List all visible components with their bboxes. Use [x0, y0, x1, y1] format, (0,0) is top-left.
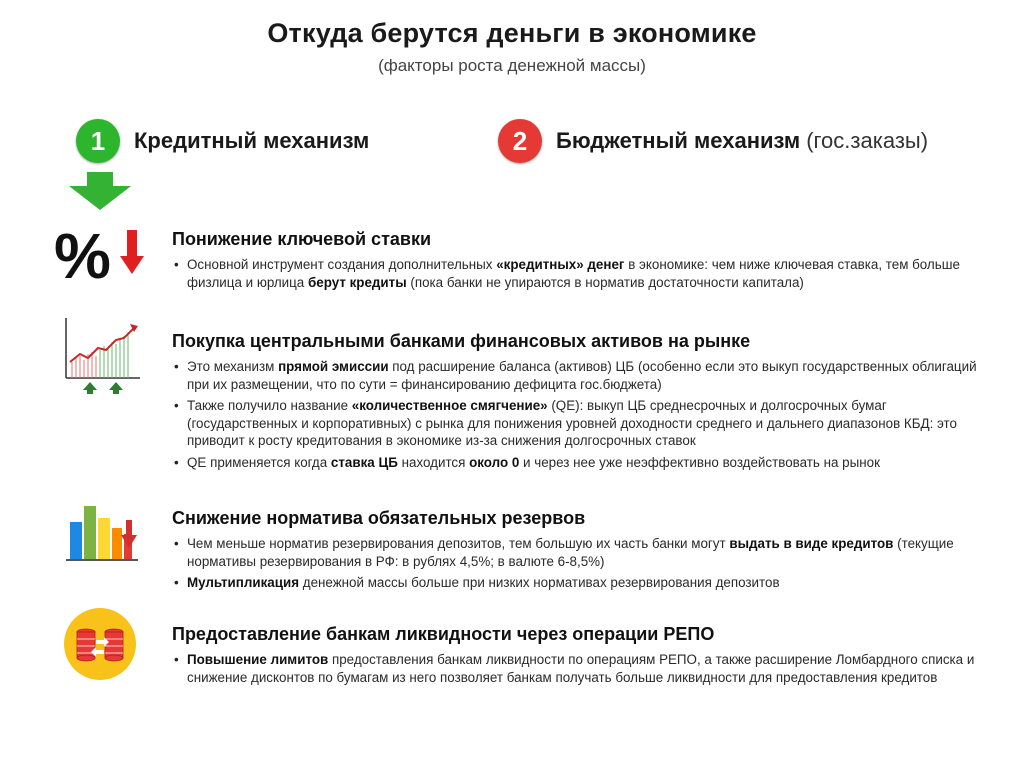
mechanism-label: Бюджетный механизм [556, 128, 801, 153]
coins-exchange-icon [62, 606, 138, 682]
mechanism-label: Кредитный механизм [134, 128, 370, 153]
number-badge-1: 1 [76, 119, 120, 163]
bullet-bold-text: выдать в виде кредитов [729, 536, 894, 551]
bullet-item [172, 651, 992, 686]
bullet-item [172, 358, 992, 393]
section-title: Предоставление банкам ликвидности через операции РЕПО [172, 624, 715, 644]
bullet-text: (QE): выкуп ЦБ среднесрочных и долгосрочных бумаг (государственных и корпоративных) с рынка для понижения уровней доходности среднего и дальнего диапазонов КБД: это приводит к росту кредитования в экономике из-за снижения долгосрочных ставок [187, 398, 957, 448]
growth-chart-icon [60, 316, 142, 394]
page-subtitle: (факторы роста денежной массы) [378, 56, 646, 75]
section-reserve-ratio [172, 508, 992, 596]
section-title: Покупка центральными банками финансовых активов на рынке [172, 331, 751, 351]
bullet-text: и через нее уже неэффективно воздействовать на рынок [519, 454, 880, 470]
number-badge-2: 2 [498, 119, 542, 163]
bullet-bold-text: прямой эмиссии [278, 359, 389, 374]
page-title: Откуда берутся деньги в экономике [267, 18, 757, 48]
section-title: Снижение норматива обязательных резервов [172, 508, 586, 528]
down-arrow-icon [67, 172, 133, 212]
mechanism-note: (гос.заказы) [806, 128, 929, 153]
percent-down-icon [54, 222, 150, 284]
bullet-text: в экономике: чем ниже ключевая ставка, тем больше физлица и юрлица [187, 257, 960, 290]
bullet-text: Также получило название [187, 398, 352, 413]
bullet-bold-text: Мультипликация [187, 575, 300, 590]
bullet-bold-text: «кредитных» денег [496, 257, 625, 272]
bullet-text: QE применяется когда [187, 454, 331, 470]
mechanism-budget [498, 117, 928, 165]
bullet-item [172, 574, 992, 592]
mechanism-credit [76, 117, 369, 165]
bullet-text: (пока банки не упираются в норматив достаточности капитала) [406, 274, 804, 290]
section-repo [172, 624, 992, 690]
svg-text:%: % [54, 222, 111, 284]
bullet-text: денежной массы больше при низких нормативах резервирования депозитов [299, 575, 780, 590]
bullet-text: предоставления банкам ликвидности по операциям РЕПО, а также расширение Ломбардного списка и снижение дисконтов по бумагам из него позволяет банкам получать больше ликвидности для предоставления кредитов [187, 652, 975, 685]
section-title: Понижение ключевой ставки [172, 229, 432, 249]
bullet-text: находится [397, 454, 470, 470]
bullet-item [172, 397, 992, 450]
bullet-item [172, 454, 992, 472]
bullet-text: Это механизм [187, 359, 279, 374]
bullet-item [172, 535, 992, 570]
bullet-bold-text: Повышение лимитов [187, 652, 329, 667]
bullet-bold-text: около 0 [469, 454, 520, 470]
bullet-text: под расширение баланса (активов) ЦБ (особенно если это выкуп государственных облигаций при их размещении, что по сути = финансированию дефицита гос.бюджета) [187, 359, 977, 392]
section-asset-purchases [172, 331, 992, 475]
bullet-item [172, 256, 992, 291]
bullet-text: Основной инструмент создания дополнительных [187, 257, 497, 272]
bar-chart-down-icon [62, 502, 142, 562]
bullet-bold-text: берут кредиты [307, 274, 407, 290]
bullet-text: (текущие нормативы резервирования в РФ: в рублях 4,5%; в валюте 6-8,5%) [187, 536, 954, 569]
section-key-rate [172, 229, 992, 295]
bullet-bold-text: «количественное смягчение» [351, 398, 548, 413]
bullet-bold-text: ставка ЦБ [330, 454, 398, 470]
bullet-text: Чем меньше норматив резервирования депозитов, тем большую их часть банки могут [187, 536, 730, 551]
